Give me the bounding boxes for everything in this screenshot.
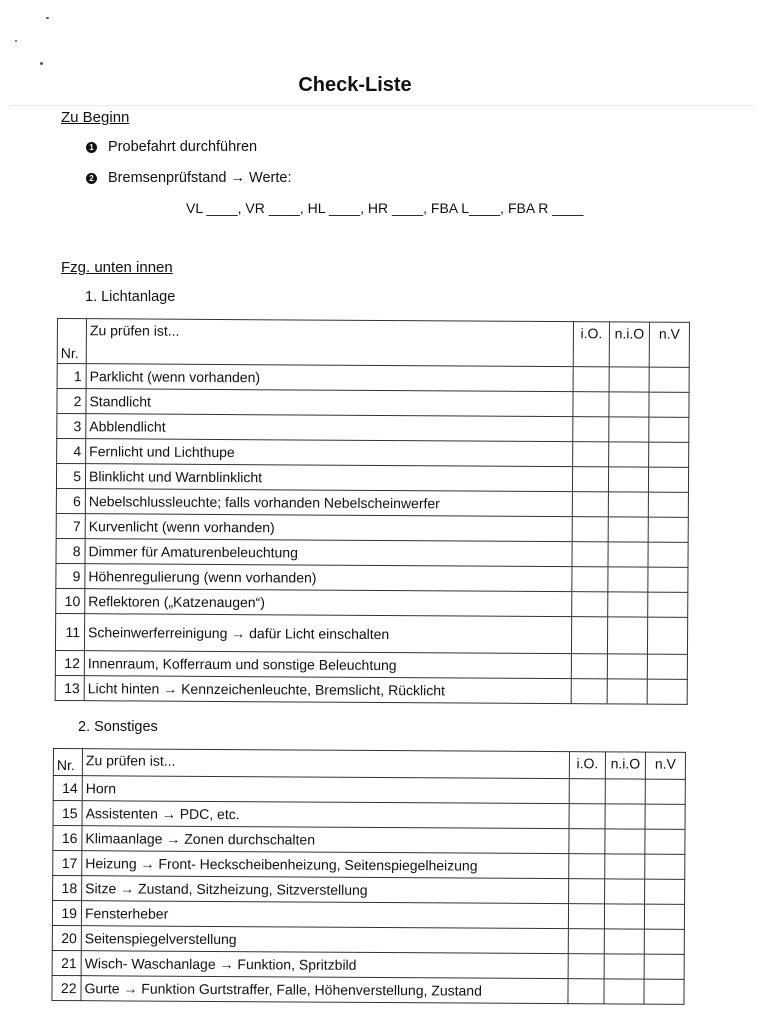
nio-checkbox-cell[interactable] <box>604 954 644 979</box>
nio-checkbox-cell[interactable] <box>609 417 649 442</box>
nv-checkbox-cell[interactable] <box>648 592 688 617</box>
row-number: 19 <box>52 901 81 926</box>
nio-header: n.i.O <box>605 752 645 779</box>
row-number: 22 <box>52 975 81 1000</box>
nio-checkbox-cell[interactable] <box>605 854 645 879</box>
io-checkbox-cell[interactable] <box>571 617 607 654</box>
io-checkbox-cell[interactable] <box>572 492 608 517</box>
scan-speck <box>46 17 49 19</box>
table-row <box>53 801 685 830</box>
nv-checkbox-cell[interactable] <box>647 617 687 654</box>
row-number: 7 <box>56 513 85 538</box>
row-number: 15 <box>53 801 82 826</box>
check-item-text: Innenraum, Kofferraum und sonstige Beleuchtung <box>84 651 571 679</box>
check-item-text: Reflektoren („Katzenaugen“) <box>85 589 572 617</box>
section-heading-start: Zu Beginn <box>61 109 130 126</box>
io-checkbox-cell[interactable] <box>569 879 605 904</box>
row-number: 6 <box>56 488 85 513</box>
row-number: 14 <box>53 776 82 801</box>
nv-header: n.V <box>649 322 689 367</box>
check-item-text: Scheinwerferreinigung → dafür Licht einschalten <box>84 614 571 654</box>
table-row <box>52 975 684 1004</box>
nio-checkbox-cell[interactable] <box>605 804 645 829</box>
header-divider <box>10 105 755 106</box>
nio-checkbox-cell[interactable] <box>604 929 644 954</box>
nv-checkbox-cell[interactable] <box>644 979 684 1004</box>
row-number: 12 <box>55 650 84 675</box>
row-number: 16 <box>53 826 82 851</box>
check-item-text: Klimaanlage → Zonen durchschalten <box>82 826 569 854</box>
desc-header: Zu prüfen ist... <box>86 319 573 367</box>
nio-checkbox-cell[interactable] <box>608 567 648 592</box>
io-checkbox-cell[interactable] <box>569 854 605 879</box>
nv-checkbox-cell[interactable] <box>647 654 687 679</box>
nio-checkbox-cell[interactable] <box>608 467 648 492</box>
nv-checkbox-cell[interactable] <box>649 442 689 467</box>
check-item-text: Standlicht <box>86 389 573 417</box>
desc-header: Zu prüfen ist... <box>82 749 569 779</box>
check-item-text: Licht hinten → Kennzeichenleuchte, Bremslicht, Rücklicht <box>84 676 571 704</box>
io-checkbox-cell[interactable] <box>572 592 608 617</box>
nv-checkbox-cell[interactable] <box>648 542 688 567</box>
table-row <box>56 488 688 517</box>
nio-checkbox-cell[interactable] <box>607 679 647 704</box>
check-item-text: Blinklicht und Warnblinklicht <box>85 464 572 492</box>
nv-checkbox-cell[interactable] <box>645 804 685 829</box>
io-checkbox-cell[interactable] <box>573 367 609 392</box>
table-row <box>55 675 687 704</box>
nv-checkbox-cell[interactable] <box>645 829 685 854</box>
row-number: 17 <box>53 851 82 876</box>
nio-checkbox-cell[interactable] <box>605 779 645 804</box>
table-row <box>53 826 685 855</box>
row-number: 5 <box>56 464 85 489</box>
lichtanlage-table <box>55 318 690 705</box>
check-item-text: Heizung → Front- Heckscheibenheizung, Seitenspiegelheizung <box>82 851 569 879</box>
scan-speck <box>15 40 17 42</box>
io-checkbox-cell[interactable] <box>572 542 608 567</box>
check-item-text: Seitenspiegelverstellung <box>81 926 568 954</box>
check-item-text: Nebelschlussleuchte; falls vorhanden Nebelscheinwerfer <box>85 489 572 517</box>
io-checkbox-cell[interactable] <box>573 417 609 442</box>
nio-checkbox-cell[interactable] <box>609 392 649 417</box>
io-checkbox-cell[interactable] <box>568 904 604 929</box>
row-number: 1 <box>57 364 86 389</box>
nv-checkbox-cell[interactable] <box>644 929 684 954</box>
table-row <box>52 901 684 930</box>
io-checkbox-cell[interactable] <box>571 679 607 704</box>
nv-checkbox-cell[interactable] <box>648 567 688 592</box>
nio-checkbox-cell[interactable] <box>608 542 648 567</box>
nv-checkbox-cell[interactable] <box>648 467 688 492</box>
nio-checkbox-cell[interactable] <box>609 442 649 467</box>
nio-checkbox-cell[interactable] <box>605 879 645 904</box>
nio-checkbox-cell[interactable] <box>607 654 647 679</box>
sonstiges-table <box>51 748 686 1005</box>
io-checkbox-cell[interactable] <box>572 567 608 592</box>
row-number: 2 <box>57 389 86 414</box>
nio-checkbox-cell[interactable] <box>608 492 648 517</box>
nio-checkbox-cell[interactable] <box>608 517 648 542</box>
io-checkbox-cell[interactable] <box>568 929 604 954</box>
io-checkbox-cell[interactable] <box>568 979 604 1004</box>
row-number: 11 <box>55 613 84 650</box>
table2-heading: 2. Sonstiges <box>78 719 158 735</box>
io-checkbox-cell[interactable] <box>569 804 605 829</box>
check-item-text: Fensterheber <box>81 901 568 929</box>
bullet-item <box>86 139 257 155</box>
table1-heading: 1. Lichtanlage <box>85 289 176 305</box>
check-item-text: Fernlicht und Lichthupe <box>86 439 573 467</box>
bullet-text: Probefahrt durchführen <box>108 139 258 155</box>
table-row <box>53 851 685 880</box>
scan-speck <box>40 62 43 65</box>
nio-checkbox-cell[interactable] <box>608 592 648 617</box>
check-item-text: Assistenten → PDC, etc. <box>82 801 569 829</box>
io-checkbox-cell[interactable] <box>571 654 607 679</box>
table-row <box>55 650 687 679</box>
nv-checkbox-cell[interactable] <box>649 392 689 417</box>
table-row <box>56 464 688 493</box>
row-number: 20 <box>52 925 81 950</box>
nr-header: Nr. <box>57 319 86 364</box>
io-header: i.O. <box>569 752 605 779</box>
nv-checkbox-cell[interactable] <box>649 417 689 442</box>
page-title: Check-Liste <box>298 74 412 96</box>
io-checkbox-cell[interactable] <box>569 779 605 804</box>
table-header-row <box>57 319 689 368</box>
brake-values-line: VL ____, VR ____, HL ____, HR ____, FBA L____, FBA R ____ <box>186 200 584 216</box>
table-row <box>56 538 688 567</box>
row-number: 4 <box>57 439 86 464</box>
row-number: 9 <box>56 563 85 588</box>
nv-checkbox-cell[interactable] <box>647 679 687 704</box>
io-header: i.O. <box>573 322 609 367</box>
table-row <box>57 414 689 443</box>
check-item-text: Kurvenlicht (wenn vorhanden) <box>85 514 572 542</box>
row-number: 18 <box>53 876 82 901</box>
nv-header: n.V <box>645 752 685 779</box>
nv-checkbox-cell[interactable] <box>644 954 684 979</box>
check-item-text: Höhenregulierung (wenn vorhanden) <box>85 564 572 592</box>
check-item-text: Dimmer für Amaturenbeleuchtung <box>85 539 572 567</box>
nio-checkbox-cell[interactable] <box>609 367 649 392</box>
nr-header: Nr. <box>53 749 82 776</box>
io-checkbox-cell[interactable] <box>572 467 608 492</box>
numbered-bullet-icon: 2 <box>86 173 97 184</box>
nv-checkbox-cell[interactable] <box>645 854 685 879</box>
bullet-text: Bremsenprüfstand → Werte: <box>108 170 292 186</box>
section-heading-main: Fzg. unten innen <box>61 259 173 276</box>
row-number: 3 <box>57 414 86 439</box>
table-row <box>56 513 688 542</box>
table-header-row <box>53 749 685 780</box>
table-row <box>55 613 687 654</box>
table-row <box>57 364 689 393</box>
row-number: 8 <box>56 538 85 563</box>
table-row <box>56 563 688 592</box>
check-item-text: Abblendlicht <box>86 414 573 442</box>
table-row <box>57 389 689 418</box>
table-row <box>53 776 685 805</box>
numbered-bullet-icon: 1 <box>86 142 97 153</box>
table-row <box>56 588 688 617</box>
nio-checkbox-cell[interactable] <box>607 617 647 654</box>
nv-checkbox-cell[interactable] <box>648 517 688 542</box>
table-row <box>52 925 684 954</box>
row-number: 21 <box>52 950 81 975</box>
nio-checkbox-cell[interactable] <box>605 829 645 854</box>
nv-checkbox-cell[interactable] <box>644 904 684 929</box>
table-row <box>57 439 689 468</box>
io-checkbox-cell[interactable] <box>572 517 608 542</box>
nv-checkbox-cell[interactable] <box>648 492 688 517</box>
row-number: 13 <box>55 675 84 700</box>
check-item-text: Sitze → Zustand, Sitzheizung, Sitzverstellung <box>82 876 569 904</box>
check-item-text: Gurte → Funktion Gurtstraffer, Falle, Höhenverstellung, Zustand <box>81 976 568 1004</box>
io-checkbox-cell[interactable] <box>568 954 604 979</box>
table-row <box>53 876 685 905</box>
nv-checkbox-cell[interactable] <box>645 779 685 804</box>
io-checkbox-cell[interactable] <box>569 829 605 854</box>
nv-checkbox-cell[interactable] <box>645 879 685 904</box>
table-row <box>52 950 684 979</box>
row-number: 10 <box>56 588 85 613</box>
io-checkbox-cell[interactable] <box>573 392 609 417</box>
bullet-item <box>86 170 291 186</box>
nv-checkbox-cell[interactable] <box>649 367 689 392</box>
check-item-text: Parklicht (wenn vorhanden) <box>86 364 573 392</box>
nio-checkbox-cell[interactable] <box>604 979 644 1004</box>
io-checkbox-cell[interactable] <box>573 442 609 467</box>
nio-header: n.i.O <box>609 322 649 367</box>
check-item-text: Wisch- Waschanlage → Funktion, Spritzbild <box>81 951 568 979</box>
check-item-text: Horn <box>82 776 569 804</box>
nio-checkbox-cell[interactable] <box>604 904 644 929</box>
